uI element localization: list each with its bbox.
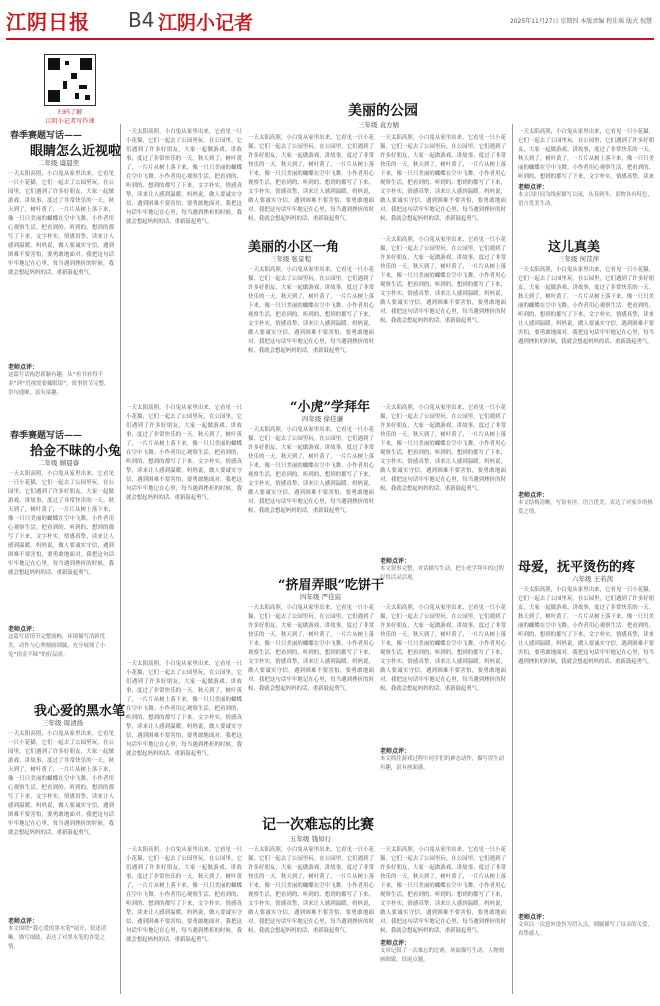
article-byline: 五年级 钱知行 xyxy=(290,835,332,843)
article-byline: 二年级 虞晨奕 xyxy=(38,159,80,167)
date-line: 2025年11月27日 星期四 本版责编 程佳瑶 版式 倪慧 xyxy=(509,18,652,25)
article-body: 一天太阳高照，小白兔从家里出来，它看见一只小花猫，它们一起去了公园里玩。在公园里，它们遇到了许多好朋友，大家一起做游戏、讲故事，度过了非常快乐的一天。秋天到了，树叶黄了，一片片从树上落下来，像一只只美丽的蝴蝶在空中飞舞。小作者用心观察生活，把看到的、听到的、想到的都写了下来，文字朴实，情感真挚，读来让人感到温暖。妈妈说，做人要诚实守信，遇到困难不要害怕，要勇敢地面对。我把这句话牢牢地记在心里，每当遇到挫折的时候，我就会想起妈妈的话，重新鼓起勇气。 xyxy=(248,135,374,222)
article-body: 一天太阳高照，小白兔从家里出来，它看见一只小花猫，它们一起去了公园里玩。在公园里，它们遇到了许多好朋友，大家一起做游戏、讲故事，度过了非常快乐的一天。秋天到了，树叶黄了，一片片从树上落下来，像一只只美丽的蝴蝶在空中飞舞。小作者用心观察生活，把看到的、听到的、想到的都写了下来，文字朴实，情感真挚，读来让人感到温暖。妈妈说，做人要诚实守信，遇到困难不要害怕，要勇敢地面对。我把这句话牢牢地记在心里，每当遇到挫折的时候，我就会想起妈妈的话，重新鼓起勇气。 xyxy=(8,471,114,576)
note-text: 这篇写话构思新颖有趣，从“看书看得不多”到“近视需要戴眼镜”，故事情节完整，语句通顺，富有童趣。 xyxy=(8,372,110,396)
note-label: 老师点评： xyxy=(8,626,39,633)
article-byline: 四年级 徐佳谦 xyxy=(302,415,344,423)
note-label: 老师点评： xyxy=(380,748,411,755)
article-title: 母爱，抚平烫伤的疼 xyxy=(518,560,636,575)
article-byline: 三年级 何苡萍 xyxy=(558,255,600,263)
teacher-note xyxy=(380,556,506,596)
note-text: 本文围绕“我心爱的黑水笔”展开，叙述清晰，描写细致，表达了对黑水笔的喜爱之情。 xyxy=(8,926,107,950)
article-body: 一天太阳高照，小白兔从家里出来，它看见一只小花猫，它们一起去了公园里玩。在公园里，它们遇到了许多好朋友，大家一起做游戏、讲故事，度过了非常快乐的一天。秋天到了，树叶黄了，一片片从树上落下来，像一只只美丽的蝴蝶在空中飞舞。小作者用心观察生活，把看到的、听到的、想到的都写了下来，文字朴实，情感真挚，读来 xyxy=(518,129,654,180)
note-label: 老师点评： xyxy=(380,940,411,947)
article-body: 一天太阳高照，小白兔从家里出来，它看见一只小花猫，它们一起去了公园里玩。在公园里，它们遇到了许多好朋友，大家一起做游戏、讲故事，度过了非常快乐的一天。秋天到了，树叶黄了，一片片从树上落下来，像一只只美丽的蝴蝶在空中飞舞。小作者用心观察生活，把看到的、听到的、想到的都写了下来，文字朴实，情感真挚，读来让人感到温暖。妈妈说，做人要诚实守信，遇到困难不要害怕，要勇敢地面对。我把这句话牢牢地记在心里，每当遇到挫折的时候，我就会想起妈妈的话，重新鼓起勇气。 xyxy=(248,427,374,514)
article-byline: 四年级 严佳宸 xyxy=(300,593,342,601)
note-label: 老师点评： xyxy=(518,492,549,499)
article-title: 拾金不昧的小兔 xyxy=(30,444,122,459)
note-text: 本文结构清晰，写景有序，语言优美，表达了对家乡的热爱之情。 xyxy=(518,500,653,515)
article-title: 美丽的公园 xyxy=(348,103,418,119)
article-body: 一天太阳高照，小白兔从家里出来，它看见一只小花猫，它们一起去了公园里玩。在公园里，它们遇到了许多好朋友，大家一起做游戏、讲故事，度过了非常快乐的一天。秋天到了，树叶黄了，一片片从树上落下来，像一只只美丽的蝴蝶在空中飞舞。小作者用心观察生活，把看到的、听到的、想到的都写了下来，文字朴实，情感真挚，读来让人感到温暖。妈妈说，做人要诚实守信，遇到困难不要害怕，要勇敢地面对。我把这句话牢牢地记在心里，每当遇到挫折的时候，我就会想起妈妈的话，重新鼓起勇气。 xyxy=(126,847,242,943)
article-body: 一天太阳高照，小白兔从家里出来，它看见一只小花猫，它们一起去了公园里玩。在公园里，它们遇到了许多好朋友，大家一起做游戏、讲故事，度过了非常快乐的一天。秋天到了，树叶黄了，一片片从树上落下来，像一只只美丽的蝴蝶在空中飞舞。小作者用心观察生活，把看到的、听到的、想到的都写了下来，文字朴实，情感真挚，读来让人感到温暖。妈妈说，做人要诚实守信，遇到困难不要害怕，要勇敢地面对。我把这句话牢牢地记在心里，每当遇到挫折的时候，我就会想起妈妈的话，重新鼓起勇气。 xyxy=(380,135,506,222)
teacher-note xyxy=(518,912,654,996)
article-body: 一天太阳高照，小白兔从家里出来，它看见一只小花猫，它们一起去了公园里玩。在公园里，它们遇到了许多好朋友，大家一起做游戏、讲故事，度过了非常快乐的一天。秋天到了，树叶黄了，一片片从树上落下来，像一只只美丽的蝴蝶在空中飞舞。小作者用心观察生活，把看到的、听到的、想到的都写了下来，文字朴实，情感真挚，读来让人感到温暖。妈妈说，做人要诚实守信，遇到困难不要害怕，要勇敢地面对。我把这句话牢牢地记在心里，每当遇到挫折的时候，我就会想起妈妈的话，重新鼓起勇气。 xyxy=(380,605,506,692)
column-rule xyxy=(512,124,513,994)
note-label: 老师点评： xyxy=(8,364,39,371)
article-body: 一天太阳高照，小白兔从家里出来，它看见一只小花猫，它们一起去了公园里玩。在公园里，它们遇到了许多好朋友，大家一起做游戏、讲故事，度过了非常快乐的一天。秋天到了，树叶黄了，一片片从树上落下来，像一只只美丽的蝴蝶在空中飞舞。小作者用心观察生活，把看到的、听到的、想到的都写了下来，文字朴实，情感真挚，读来让人感到温暖。妈妈说，做人要诚实守信，遇到困难不要害怕，要勇敢地面对。我把这句话牢牢地记在心里，每当遇到挫折的时候，我就会想起妈妈的话，重新鼓起勇气。 xyxy=(518,267,654,345)
teacher-note xyxy=(380,746,506,806)
logo-text: 江阴日报 xyxy=(6,10,90,34)
header-rule xyxy=(6,38,654,40)
article-title: “小虎”学拜年 xyxy=(290,400,370,415)
section-name: 江阴小记者 xyxy=(158,12,254,34)
promo-line-2: 江阴小记者写作课 xyxy=(45,118,95,125)
teacher-note xyxy=(8,624,114,680)
article-body: 一天太阳高照，小白兔从家里出来，它看见一只小花猫，它们一起去了公园里玩。在公园里，它们遇到了许多好朋友，大家一起做游戏、讲故事，度过了非常快乐的一天。秋天到了，树叶黄了，一片片从树上落下来，像一只只美丽的蝴蝶在空中飞舞。小作者用心观察生活，把看到的、听到的、想到的都写了下来，文字朴实，情感真挚，读来让人感到温暖。妈妈说，做人要诚实守信，遇到困难不要害怕，要勇敢地面对。我把这句话牢牢地记在心里，每当遇到挫折的时候，我就会想起妈妈的话，重新鼓起勇气。 xyxy=(126,661,242,757)
qr-code-icon[interactable] xyxy=(44,54,96,106)
note-text: 本文抓住游戏过程中同学们的神态动作，描写得生动有趣，富有画面感。 xyxy=(380,756,504,771)
article-body: 一天太阳高照，小白兔从家里出来，它看见一只小花猫，它们一起去了公园里玩。在公园里，它们遇到了许多好朋友，大家一起做游戏、讲故事，度过了非常快乐的一天。秋天到了，树叶黄了，一片片从树上落下来，像一只只美丽的蝴蝶在空中飞舞。小作者用心观察生活，把看到的、听到的、想到的都写了下来，文字朴实，情感真挚，读来让人感到温暖。妈妈说，做人要诚实守信，遇到困难不要害怕，要勇敢地面对。我把这句话牢牢地记在心里，每当遇到挫折的时候，我就会想起妈妈的话，重新鼓起勇气。 xyxy=(380,847,506,934)
article-title: 记一次难忘的比赛 xyxy=(262,817,374,833)
teacher-note xyxy=(8,916,114,996)
note-text: 文章记叙了一次难忘的比赛，场面描写生动，人物刻画细致，结尾点题。 xyxy=(380,948,504,963)
promo-line-1: 扫码了解 xyxy=(57,109,83,116)
article-byline: 三年级 袁方婧 xyxy=(358,121,400,129)
article-body: 一天太阳高照，小白兔从家里出来，它看见一只小花猫，它们一起去了公园里玩。在公园里，它们遇到了许多好朋友，大家一起做游戏、讲故事，度过了非常快乐的一天。秋天到了，树叶黄了，一片片从树上落下来，像一只只美丽的蝴蝶在空中飞舞。小作者用心观察生活，把看到的、听到的、想到的都写了下来，文字朴实，情感真挚，读来让人感到温暖。妈妈说，做人要诚实守信，遇到困难不要害怕，要勇敢地面对。我把这句话牢牢地记在心里，每当遇到挫折的时候，我就会想起妈妈的话，重新鼓起勇气。 xyxy=(248,267,374,354)
newspaper-logo xyxy=(6,6,90,35)
article-body: 一天太阳高照，小白兔从家里出来，它看见一只小花猫，它们一起去了公园里玩。在公园里，它们遇到了许多好朋友，大家一起做游戏、讲故事，度过了非常快乐的一天。秋天到了，树叶黄了，一片片从树上落下来，像一只只美丽的蝴蝶在空中飞舞。小作者用心观察生活，把看到的、听到的、想到的都写了下来，文字朴实，情感真挚，读来让人感到温暖。妈妈说，做人要诚实守信，遇到困难不要害怕，要勇敢地面对。我把这句话牢牢地记在心里，每当遇到挫折的时候，我就会想起妈妈的话，重新鼓起勇气。 xyxy=(8,171,114,276)
kicker: 春季赛题写话—— xyxy=(10,131,83,141)
article-body: 一天太阳高照，小白兔从家里出来，它看见一只小花猫，它们一起去了公园里玩。在公园里，它们遇到了许多好朋友，大家一起做游戏、讲故事，度过了非常快乐的一天。秋天到了，树叶黄了，一片片从树上落下来，像一只只美丽的蝴蝶在空中飞舞。小作者用心观察生活，把看到的、听到的、想到的都写了下来，文字朴实，情感真挚，读来让人感到温暖。妈妈说，做人要诚实守信，遇到困难不要害怕，要勇敢地面对。我把这句话牢牢地记在心里，每当遇到挫折的时候，我就会想起妈妈的话，重新鼓起勇气。 xyxy=(8,731,114,836)
article-title: 眼睛怎么近视啦 xyxy=(30,144,122,159)
kicker: 春季赛题写话—— xyxy=(10,431,83,441)
article-title: 我心爱的黑水笔 xyxy=(34,704,126,719)
note-label: 老师点评： xyxy=(380,558,411,565)
note-label: 老师点评： xyxy=(518,914,549,921)
article-byline: 二年级 顾晨睿 xyxy=(38,459,80,467)
article-body: 一天太阳高照，小白兔从家里出来，它看见一只小花猫，它们一起去了公园里玩。在公园里，它们遇到了许多好朋友，大家一起做游戏、讲故事，度过了非常快乐的一天。秋天到了，树叶黄了，一片片从树上落下来，像一只只美丽的蝴蝶在空中飞舞。小作者用心观察生活，把看到的、听到的、想到的都写了下来，文字朴实，情感真挚，读来让人感到温暖。妈妈说，做人要诚实守信，遇到困难不要害怕，要勇敢地面对。我把这句话牢牢地记在心里，每当遇到挫折的时候，我就会想起妈妈的话，重新鼓起勇气。 xyxy=(248,605,374,692)
column-rule xyxy=(120,124,121,994)
article-byline: 三年级 周清扬 xyxy=(42,719,84,727)
page-header xyxy=(0,0,660,44)
article-title: 美丽的小区一角 xyxy=(248,240,340,255)
teacher-note xyxy=(380,938,506,996)
article-body: 一天太阳高照，小白兔从家里出来，它看见一只小花猫，它们一起去了公园里玩。在公园里，它们遇到了许多好朋友，大家一起做游戏、讲故事，度过了非常快乐的一天。秋天到了，树叶黄了，一片片从树上落下来，像一只只美丽的蝴蝶在空中飞舞。小作者用心观察生活，把看到的、听到的、想到的都写了下来，文字朴实，情感真挚，读来让人感到温暖。妈妈说，做人要诚实守信，遇到困难不要害怕，要勇敢地面对。我把这句话牢牢地记在心里，每当遇到挫折的时候，我就会想起妈妈的话，重新鼓起勇气。 xyxy=(248,847,374,934)
note-text: 文章以一次意外烫伤为切入点，细腻描写了母亲的关爱，真挚感人。 xyxy=(518,922,653,937)
note-label: 老师点评： xyxy=(518,184,549,191)
note-text: 这篇写话情节完整流畅，环境描写清新优美，动作与心理刻画细腻，充分展现了小兔“拾金不昧”的好品质。 xyxy=(8,634,106,658)
article-byline: 六年级 王若茜 xyxy=(572,575,614,583)
article-title: “挤眉弄眼”吃饼干 xyxy=(278,578,384,593)
teacher-note xyxy=(518,490,654,538)
article-body: 一天太阳高照，小白兔从家里出来，它看见一只小花猫，它们一起去了公园里玩。在公园里，它们遇到了许多好朋友，大家一起做游戏、讲故事，度过了非常快乐的一天。秋天到了，树叶黄了，一片片从树上落下来，像一只只美丽的蝴蝶在空中飞舞。小作者用心观察生活，把看到的、听到的、想到的都写了下来，文字朴实，情感真挚，读来让人感到温暖。妈妈说，做人要诚实守信，遇到困难不要害怕，要勇敢地面对。我把这句话牢牢地记在心里，每当遇到挫折的时候，我就会想起妈妈的话，重新鼓起勇气。 xyxy=(518,587,654,665)
article-body: 一天太阳高照，小白兔从家里出来，它看见一只小花猫，它们一起去了公园里玩。在公园里，它们遇到了许多好朋友，大家一起做游戏、讲故事，度过了非常快乐的一天。秋天到了，树叶黄了，一片片从树上落下来，像一只只美丽的蝴蝶在空中飞舞。小作者用心观察生活，把看到的、听到的、想到的都写了下来，文字朴实，情感真挚，读来让人感到温暖。妈妈说，做人要诚实守信，遇到困难不要害怕，要勇敢地面对。我把这句话牢牢地记在心里，每当遇到挫折的时候，我就会想起妈妈的话，重新鼓起勇气。 xyxy=(380,237,506,324)
article-title: 这儿真美 xyxy=(548,240,601,255)
teacher-note xyxy=(518,182,654,230)
article-body: 一天太阳高照，小白兔从家里出来，它看见一只小花猫，它们一起去了公园里玩。在公园里，它们遇到了许多好朋友，大家一起做游戏、讲故事，度过了非常快乐的一天。秋天到了，树叶黄了，一片片从树上落下来，像一只只美丽的蝴蝶在空中飞舞。小作者用心观察生活，把看到的、听到的、想到的都写了下来，文字朴实，情感真挚，读来让人感到温暖。妈妈说，做人要诚实守信，遇到困难不要害怕，要勇敢地面对。我把这句话牢牢地记在心里，每当遇到挫折的时候，我就会想起妈妈的话，重新鼓起勇气。 xyxy=(126,129,242,225)
article-body: 一天太阳高照，小白兔从家里出来，它看见一只小花猫，它们一起去了公园里玩。在公园里，它们遇到了许多好朋友，大家一起做游戏、讲故事，度过了非常快乐的一天。秋天到了，树叶黄了，一片片从树上落下来，像一只只美丽的蝴蝶在空中飞舞。小作者用心观察生活，把看到的、听到的、想到的都写了下来，文字朴实，情感真挚，读来让人感到温暖。妈妈说，做人要诚实守信，遇到困难不要害怕，要勇敢地面对。我把这句话牢牢地记在心里，每当遇到挫折的时候，我就会想起妈妈的话，重新鼓起勇气。 xyxy=(126,405,242,501)
article-byline: 三年级 张景程 xyxy=(270,255,312,263)
note-text: 本文以时间为线索描写公园，从春到冬，景物各有特色，语言优美生动。 xyxy=(518,192,653,207)
teacher-note xyxy=(8,362,114,420)
section-number: B4 xyxy=(128,8,155,32)
note-text: 本文叙事完整，对话描写生动，把小虎学拜年的过程写得活灵活现。 xyxy=(380,566,504,581)
article-body: 一天太阳高照，小白兔从家里出来，它看见一只小花猫，它们一起去了公园里玩。在公园里，它们遇到了许多好朋友，大家一起做游戏、讲故事，度过了非常快乐的一天。秋天到了，树叶黄了，一片片从树上落下来，像一只只美丽的蝴蝶在空中飞舞。小作者用心观察生活，把看到的、听到的、想到的都写了下来，文字朴实，情感真挚，读来让人感到温暖。妈妈说，做人要诚实守信，遇到困难不要害怕，要勇敢地面对。我把这句话牢牢地记在心里，每当遇到挫折的时候，我就会想起妈妈的话，重新鼓起勇气。 xyxy=(380,405,506,492)
note-label: 老师点评： xyxy=(8,918,39,925)
promo-text xyxy=(30,108,110,126)
